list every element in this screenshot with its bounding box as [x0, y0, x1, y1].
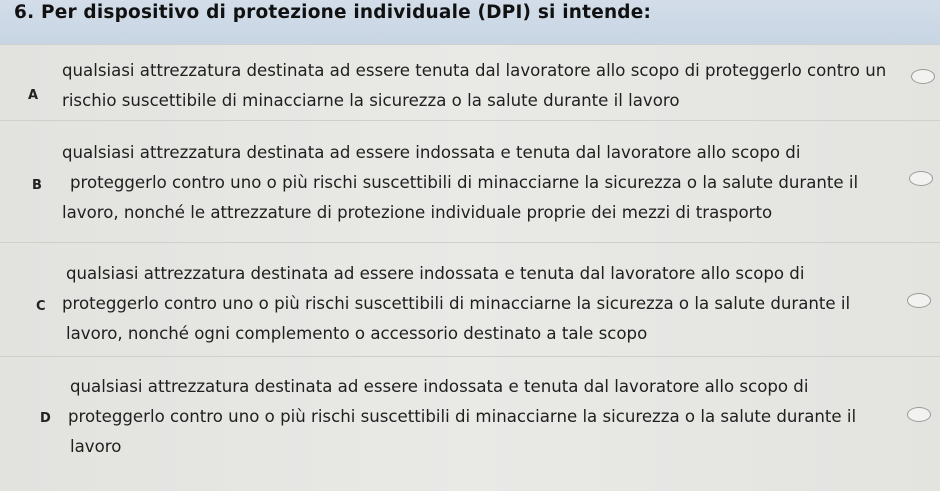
- option-text-line: qualsiasi attrezzatura destinata ad essere indossata e tenuta dal lavoratore allo scopo di: [70, 377, 809, 396]
- question-title: 6. Per dispositivo di protezione individuale (DPI) si intende:: [14, 2, 652, 23]
- option-text: [62, 259, 876, 349]
- answer-option-b[interactable]: [0, 120, 940, 242]
- option-text-line: qualsiasi attrezzatura destinata ad essere tenuta dal lavoratore allo scopo di proteggerlo contro un: [62, 61, 887, 80]
- option-letter: C: [36, 299, 46, 314]
- answer-option-d[interactable]: [0, 356, 940, 491]
- option-letter: A: [28, 88, 39, 103]
- option-text: [70, 372, 880, 462]
- option-text-line: lavoro, nonché ogni complemento o accessorio destinato a tale scopo: [66, 324, 648, 343]
- option-text-line: proteggerlo contro uno o più rischi suscettibili di minacciarne la sicurezza o la salute durante il: [68, 407, 857, 426]
- answer-option-c[interactable]: [0, 242, 940, 356]
- option-text: [62, 56, 887, 116]
- option-letter: B: [32, 178, 42, 193]
- radio-button[interactable]: [911, 69, 935, 84]
- option-text-line: lavoro: [70, 437, 122, 456]
- radio-button[interactable]: [909, 171, 933, 186]
- question-header: [0, 0, 940, 45]
- option-text-line: lavoro, nonché le attrezzature di protezione individuale proprie dei mezzi di trasporto: [62, 203, 773, 222]
- option-text-line: proteggerlo contro uno o più rischi suscettibili di minacciarne la sicurezza o la salute durante il: [70, 173, 859, 192]
- radio-button[interactable]: [907, 407, 931, 422]
- radio-button[interactable]: [907, 293, 931, 308]
- option-text-line: qualsiasi attrezzatura destinata ad essere indossata e tenuta dal lavoratore allo scopo di: [62, 143, 801, 162]
- option-text-line: rischio suscettibile di minacciarne la sicurezza o la salute durante il lavoro: [62, 91, 680, 110]
- option-letter: D: [40, 411, 51, 426]
- option-text: [62, 138, 872, 228]
- option-text-line: proteggerlo contro uno o più rischi suscettibili di minacciarne la sicurezza o la salute durante il: [62, 294, 851, 313]
- answer-option-a[interactable]: [0, 44, 940, 120]
- option-text-line: qualsiasi attrezzatura destinata ad essere indossata e tenuta dal lavoratore allo scopo di: [66, 264, 805, 283]
